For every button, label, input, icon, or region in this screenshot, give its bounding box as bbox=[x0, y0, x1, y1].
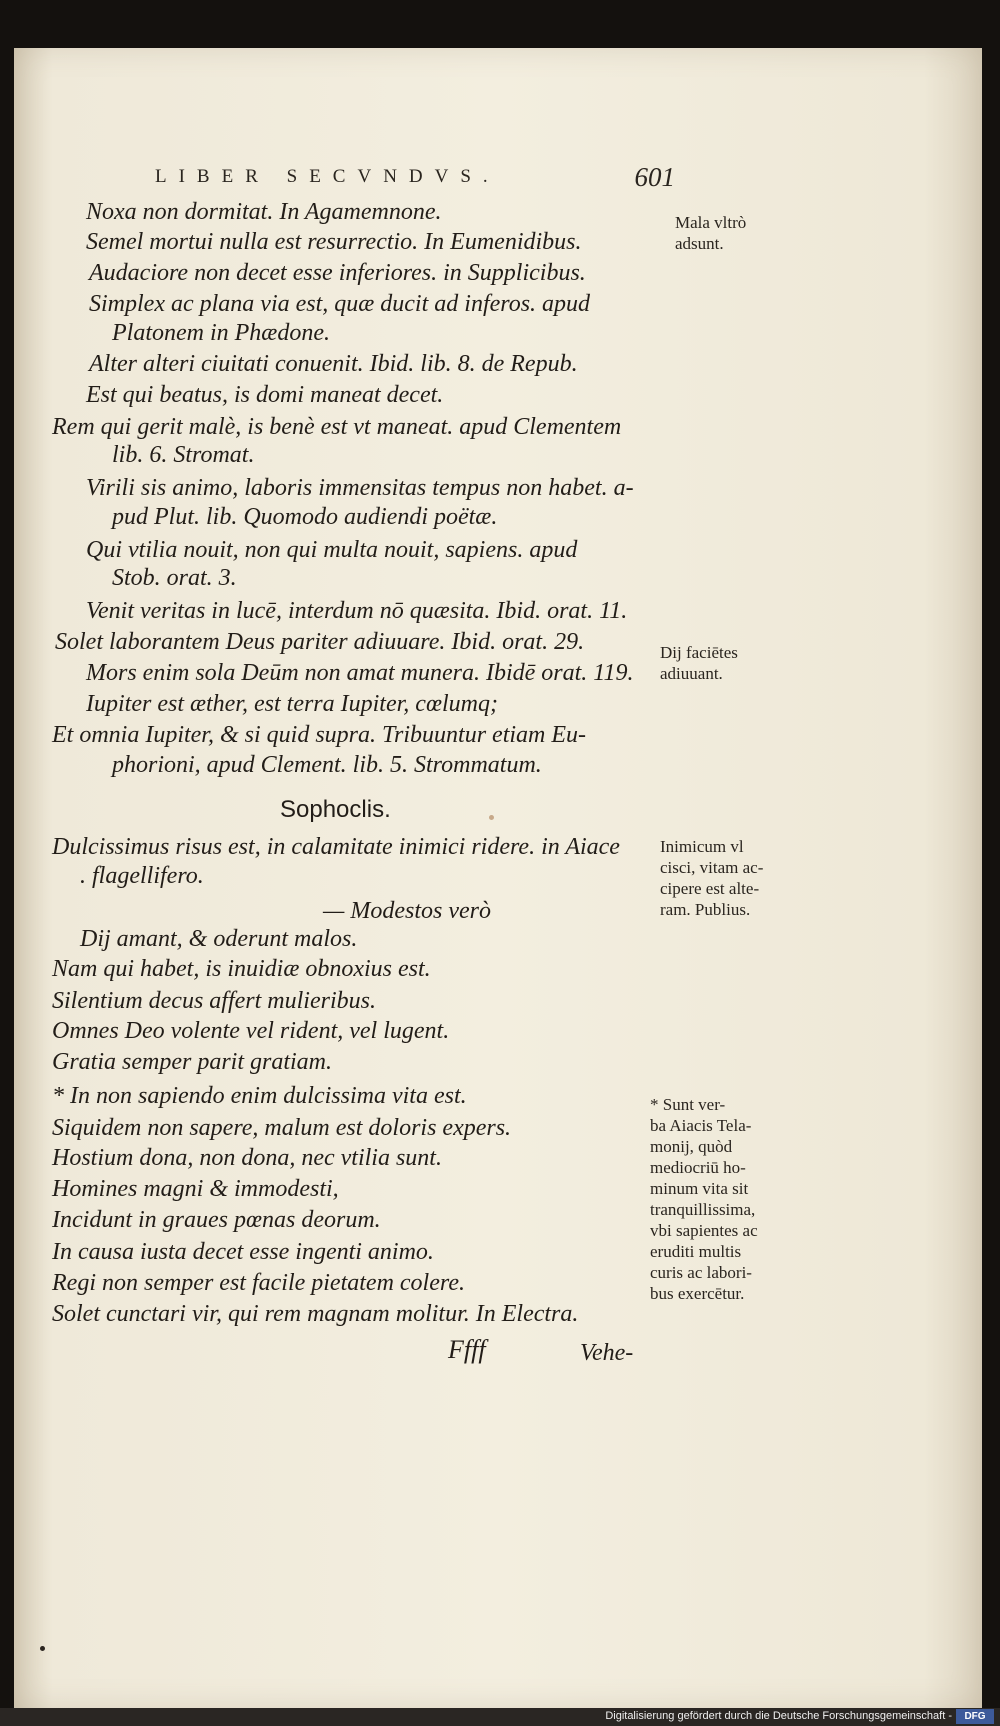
page-number: 601 bbox=[634, 162, 675, 192]
text-line: Venit veritas in lucē, interdum nō quæsita. Ibid. orat. 11. bbox=[86, 598, 628, 624]
text-line: — Modestos verò bbox=[323, 898, 491, 924]
text-line: Et omnia Iupiter, & si quid supra. Tribuuntur etiam Eu- bbox=[52, 722, 587, 748]
text-line: Dulcissimus risus est, in calamitate inimici ridere. in Aiace bbox=[52, 834, 620, 860]
text-line: Noxa non dormitat. In Agamemnone. bbox=[86, 199, 442, 225]
text-line: Qui vtilia nouit, non qui multa nouit, sapiens. apud bbox=[86, 537, 578, 563]
text-line: Simplex ac plana via est, quæ ducit ad inferos. apud bbox=[89, 291, 591, 317]
catchword: Vehe- bbox=[580, 1340, 634, 1366]
paper-stain bbox=[489, 815, 494, 820]
text-line: Platonem in Phædone. bbox=[112, 320, 330, 346]
text-line: pud Plut. lib. Quomodo audiendi poëtæ. bbox=[112, 504, 498, 530]
text-line: . flagellifero. bbox=[80, 863, 204, 889]
text-line: phorioni, apud Clement. lib. 5. Strommatum. bbox=[112, 752, 542, 778]
text-line: Virili sis animo, laboris immensitas tempus non habet. a- bbox=[86, 475, 634, 501]
text-line: Homines magni & immodesti, bbox=[52, 1176, 339, 1202]
dfg-logo: DFG bbox=[956, 1709, 994, 1724]
signature-mark: Ffff bbox=[448, 1335, 486, 1364]
text-line: Audaciore non decet esse inferiores. in Supplicibus. bbox=[89, 260, 586, 286]
text-line: Siquidem non sapere, malum est doloris expers. bbox=[52, 1115, 512, 1141]
running-head-title: LIBER SECVNDVS. bbox=[155, 166, 500, 187]
margin-note: Mala vltrò adsunt. bbox=[675, 213, 747, 253]
text-line: Solet cunctari vir, qui rem magnam molitur. In Electra. bbox=[52, 1301, 579, 1327]
text-line: Dij amant, & oderunt malos. bbox=[80, 926, 358, 952]
text-line: Silentium decus affert mulieribus. bbox=[52, 988, 376, 1014]
margin-note: Dij faciētes adiuuant. bbox=[660, 643, 738, 683]
text-line: Alter alteri ciuitati conuenit. Ibid. lib. 8. de Repub. bbox=[89, 351, 578, 377]
text-line: Solet laborantem Deus pariter adiuuare. Ibid. orat. 29. bbox=[55, 629, 585, 655]
digitization-credit: Digitalisierung gefördert durch die Deutsche Forschungsgemeinschaft - bbox=[605, 1710, 952, 1722]
margin-note: Inimicum vl cisci, vitam ac- cipere est alte- ram. Publius. bbox=[660, 837, 764, 919]
text-line: Hostium dona, non dona, nec vtilia sunt. bbox=[52, 1145, 442, 1171]
section-heading: Sophoclis. bbox=[280, 796, 391, 823]
ink-speck bbox=[40, 1646, 45, 1651]
text-line: Iupiter est æther, est terra Iupiter, cœlumq; bbox=[86, 691, 498, 717]
text-line: Gratia semper parit gratiam. bbox=[52, 1049, 333, 1075]
text-line: Nam qui habet, is inuidiæ obnoxius est. bbox=[52, 956, 431, 982]
text-line: lib. 6. Stromat. bbox=[112, 442, 255, 468]
margin-note: * Sunt ver- ba Aiacis Tela- monij, quòd mediocriū ho- minum vita sit tranquillissima, vbi sapientes ac eruditi multis curis ac labori- bus exercētur. bbox=[650, 1095, 758, 1303]
text-line: Semel mortui nulla est resurrectio. In Eumenidibus. bbox=[86, 229, 582, 255]
text-line: In causa iusta decet esse ingenti animo. bbox=[52, 1239, 434, 1265]
text-line: Omnes Deo volente vel rident, vel lugent. bbox=[52, 1018, 450, 1044]
text-line: Regi non semper est facile pietatem colere. bbox=[52, 1270, 465, 1296]
running-head bbox=[155, 162, 675, 192]
text-line: Est qui beatus, is domi maneat decet. bbox=[86, 382, 444, 408]
text-line: * In non sapiendo enim dulcissima vita est. bbox=[52, 1083, 467, 1109]
text-line: Rem qui gerit malè, is benè est vt maneat. apud Clementem bbox=[52, 414, 622, 440]
text-line: Stob. orat. 3. bbox=[112, 565, 237, 591]
text-line: Mors enim sola Deūm non amat munera. Ibidē orat. 119. bbox=[86, 660, 634, 686]
text-line: Incidunt in graues pœnas deorum. bbox=[52, 1207, 381, 1233]
